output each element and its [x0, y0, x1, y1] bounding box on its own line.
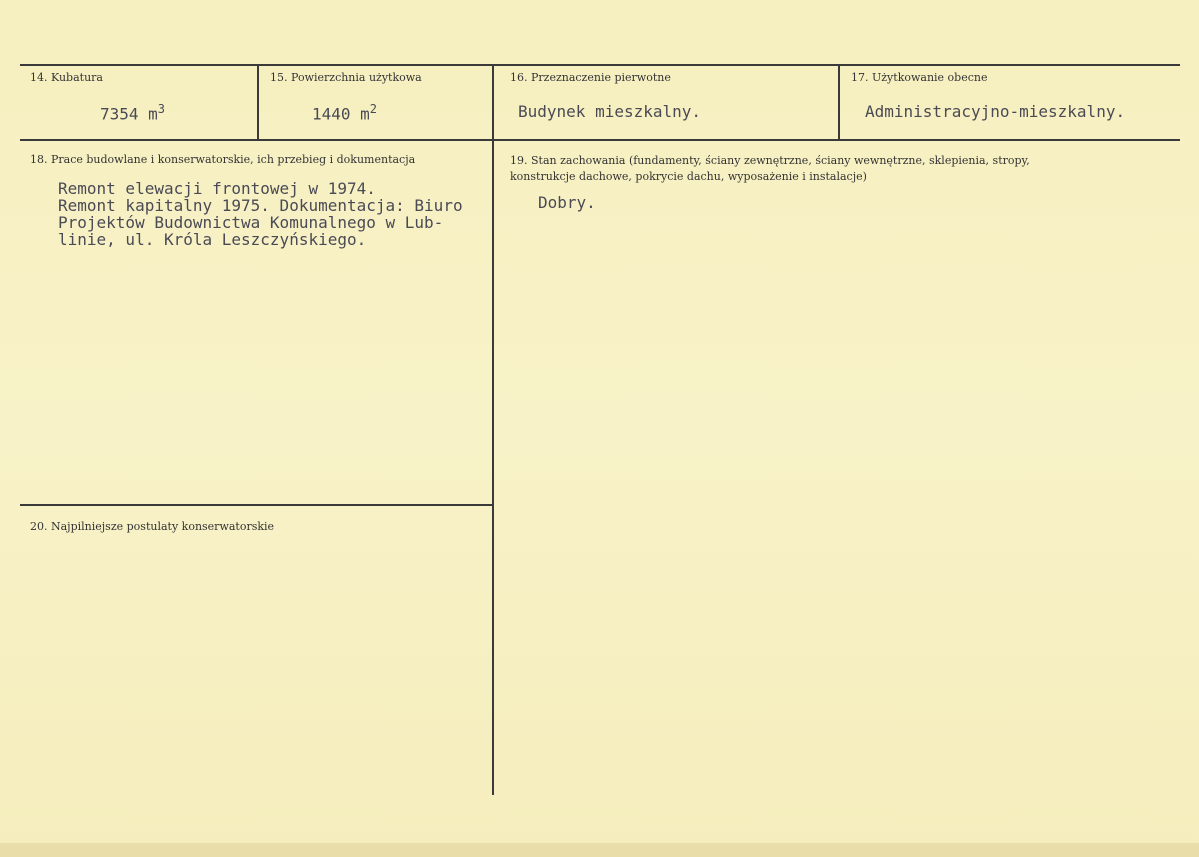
field-18-line: linie, ul. Króla Leszczyńskiego.: [58, 230, 367, 249]
divider-14-15: [257, 64, 259, 141]
divider-15-16: [492, 64, 494, 795]
row1-bottom-rule: [20, 139, 1180, 141]
field-18-line: Projektów Budownictwa Komunalnego w Lub-: [58, 213, 444, 232]
field-14-value: [100, 102, 165, 123]
section18-bottom-rule: [20, 504, 492, 506]
kubatura-value: 7354 m: [100, 104, 158, 124]
field-18-line: Remont elewacji frontowej w 1974.: [58, 179, 376, 198]
field-20-label: 20. Najpilniejsze postulaty konserwatorskie: [30, 520, 275, 533]
field-16-label: 16. Przeznaczenie pierwotne: [510, 71, 671, 84]
field-18-line: Remont kapitalny 1975. Dokumentacja: Biuro: [58, 196, 463, 215]
field-14-label: 14. Kubatura: [30, 71, 103, 84]
field-16-value: Budynek mieszkalny.: [518, 102, 702, 121]
field-17-value: Administracyjno-mieszkalny.: [865, 102, 1126, 121]
field-17-label: 17. Użytkowanie obecne: [851, 71, 988, 84]
card-bottom-edge: [0, 843, 1199, 857]
field-18-label: 18. Prace budowlane i konserwatorskie, ich przebieg i dokumentacja: [30, 153, 416, 166]
powierzchnia-exponent: 2: [369, 102, 378, 116]
field-19-label-line2: konstrukcje dachowe, pokrycie dachu, wyposażenie i instalacje): [510, 170, 867, 183]
top-rule: [20, 64, 1180, 66]
divider-16-17: [838, 64, 840, 141]
kubatura-exponent: 3: [157, 102, 166, 116]
field-15-label: 15. Powierzchnia użytkowa: [270, 71, 422, 84]
field-18-text: [58, 180, 463, 248]
field-19-label-line1: 19. Stan zachowania (fundamenty, ściany zewnętrzne, ściany wewnętrzne, sklepienia, stropy,: [510, 154, 1030, 167]
field-15-value: [312, 102, 377, 123]
field-19-value: Dobry.: [538, 193, 596, 212]
powierzchnia-value: 1440 m: [312, 104, 370, 124]
